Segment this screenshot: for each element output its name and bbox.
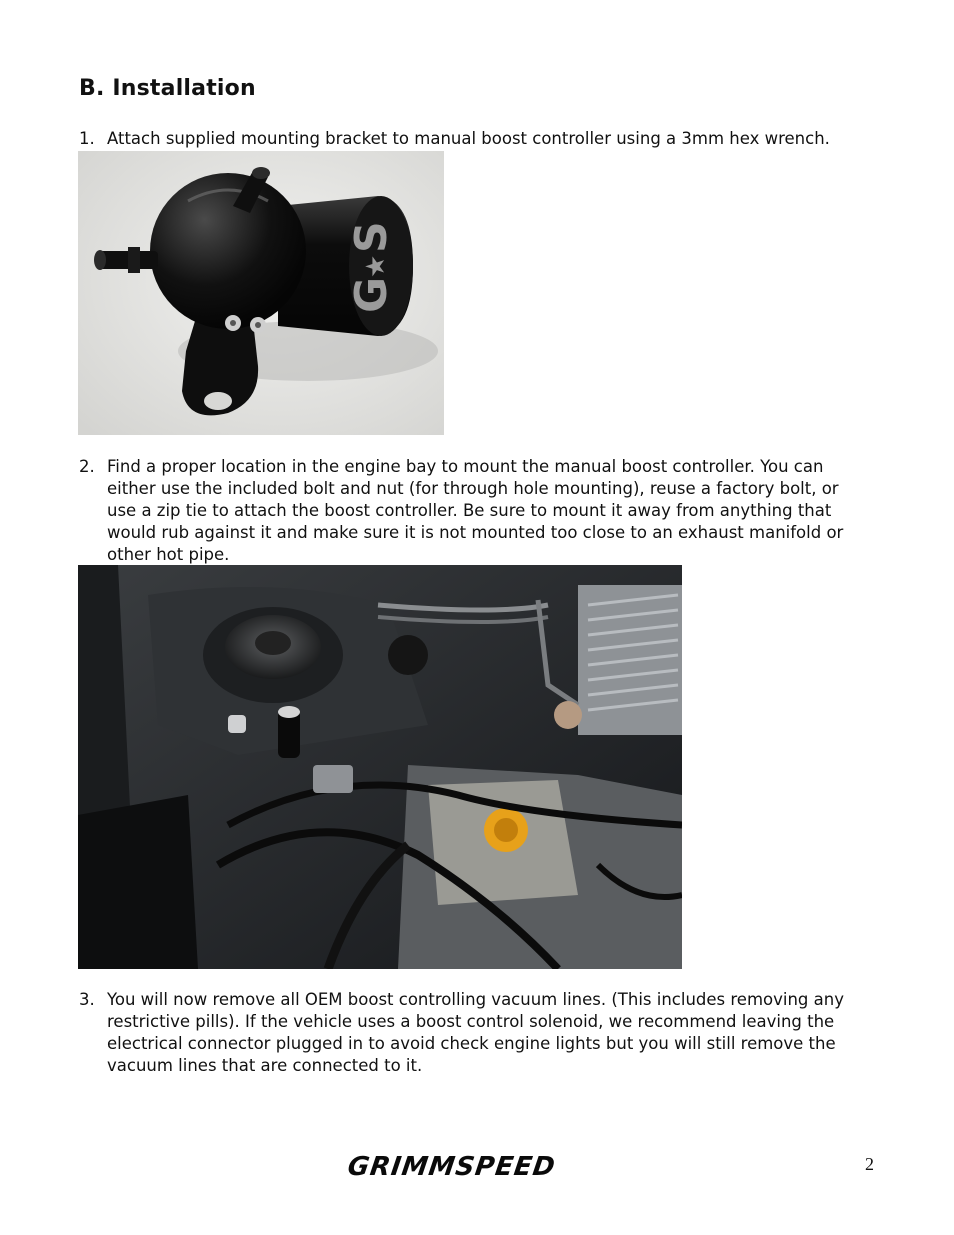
step-3 — [79, 989, 869, 1077]
grimmspeed-logo — [348, 1152, 584, 1184]
boost-controller-photo — [78, 151, 444, 435]
grimmspeed-logo-mark — [348, 1152, 584, 1180]
svg-text:★: ★ — [361, 254, 391, 278]
engine-bay-photo — [78, 565, 682, 969]
step-2 — [79, 456, 869, 566]
svg-text:GRIMMSPEED: GRIMMSPEED — [348, 1152, 558, 1180]
svg-text:G: G — [346, 276, 397, 313]
boost-controller-illustration — [78, 151, 444, 435]
page-number: 2 — [865, 1154, 874, 1174]
step-number: 1. — [79, 129, 95, 148]
section-heading: B. Installation — [79, 76, 256, 101]
engine-bay-illustration — [78, 565, 682, 969]
step-1 — [79, 128, 869, 150]
step-number: 2. — [79, 457, 95, 476]
step-text: Attach supplied mounting bracket to manual boost controller using a 3mm hex wrench. — [107, 129, 830, 148]
svg-text:S: S — [346, 221, 397, 253]
step-text: You will now remove all OEM boost controlling vacuum lines. (This includes removing any restrictive pills). If the vehicle uses a boost control solenoid, we recommend leaving the electrical connector plugged in to avoid check engine lights but you will still remove the vacuum lines that are connected to it. — [107, 990, 844, 1075]
step-number: 3. — [79, 990, 95, 1009]
step-text: Find a proper location in the engine bay to mount the manual boost controller. You can either use the included bolt and nut (for through hole mounting), reuse a factory bolt, or use a zip tie to attach the boost controller. Be sure to mount it away from anything that would rub against it and make sure it is not mounted too close to an exhaust manifold or other hot pipe. — [107, 457, 844, 564]
